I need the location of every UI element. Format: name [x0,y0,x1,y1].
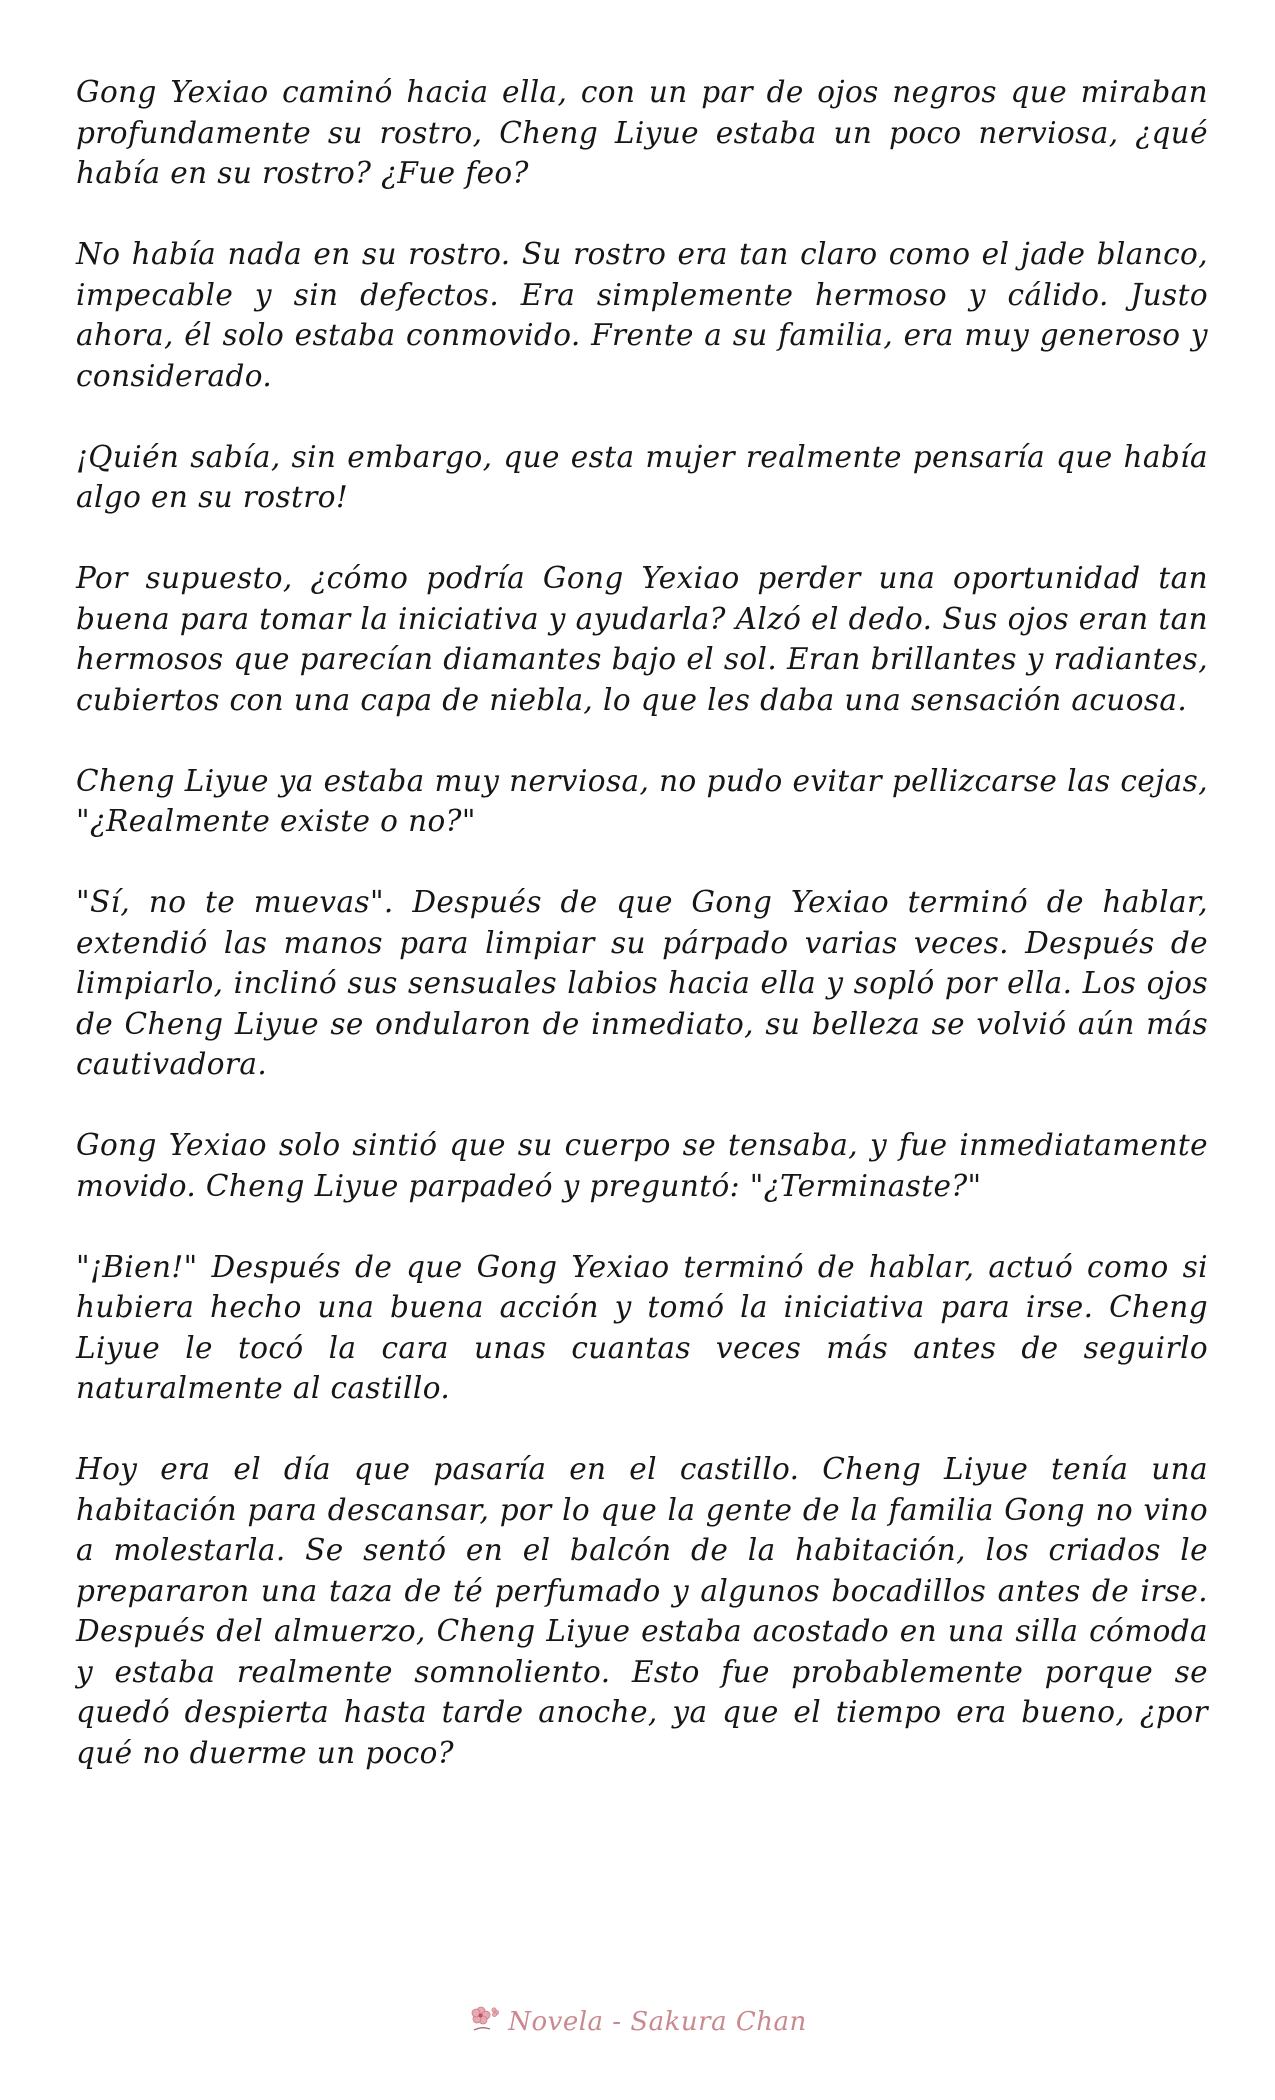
watermark-footer [0,2002,1275,2041]
footer-text: Novela - Sakura Chan [508,2006,807,2037]
cherry-blossom-icon [468,2002,502,2041]
paragraph-8: "¡Bien!" Después de que Gong Yexiao terminó de hablar, actuó como si hubiera hecho una buena acción y tomó la iniciativa para irse. Cheng Liyue le tocó la cara unas cuantas veces más antes de seguirlo naturalmente al castillo. [76,1249,1208,1405]
paragraph-3: ¡Quién sabía, sin embargo, que esta mujer realmente pensaría que había algo en su rostro! [76,439,1208,514]
paragraph-4: Por supuesto, ¿cómo podría Gong Yexiao perder una oportunidad tan buena para tomar la iniciativa y ayudarla? Alzó el dedo. Sus ojos eran tan hermosos que parecían diamantes bajo el sol. Eran brillantes y radiantes, cubiertos con una capa de niebla, lo que les daba una sensación acuosa. [76,561,1208,717]
paragraph-9: Hoy era el día que pasaría en el castillo. Cheng Liyue tenía una habitación para descansar, por lo que la gente de la familia Gong no vino a molestarla. Se sentó en el balcón de la habitación, los criados le prepararon una taza de té perfumado y algunos bocadillos antes de irse. Después del almuerzo, Cheng Liyue estaba acostado en una silla cómoda y estaba realmente somnoliento. Esto fue probablemente porque se quedó despierta hasta tarde anoche, ya que el tiempo era bueno, ¿por qué no duerme un poco? [76,1452,1208,1770]
paragraph-6: "Sí, no te muevas". Después de que Gong Yexiao terminó de hablar, extendió las manos para limpiar su párpado varias veces. Después de limpiarlo, inclinó sus sensuales labios hacia ella y sopló por ella. Los ojos de Cheng Liyue se ondularon de inmediato, su belleza se volvió aún más cautivadora. [76,885,1208,1081]
paragraph-7: Gong Yexiao solo sintió que su cuerpo se tensaba, y fue inmediatamente movido. Cheng Liyue parpadeó y preguntó: "¿Terminaste?" [76,1128,1208,1203]
paragraph-2: No había nada en su rostro. Su rostro era tan claro como el jade blanco, impecable y sin defectos. Era simplemente hermoso y cálido. Justo ahora, él solo estaba conmovido. Frente a su familia, era muy generoso y considerado. [76,237,1208,393]
document-body [76,72,1208,1814]
paragraph-1: Gong Yexiao caminó hacia ella, con un par de ojos negros que miraban profundamente su rostro, Cheng Liyue estaba un poco nerviosa, ¿qué había en su rostro? ¿Fue feo? [76,75,1208,190]
paragraph-5: Cheng Liyue ya estaba muy nerviosa, no pudo evitar pellizcarse las cejas, "¿Realmente existe o no?" [76,763,1208,838]
